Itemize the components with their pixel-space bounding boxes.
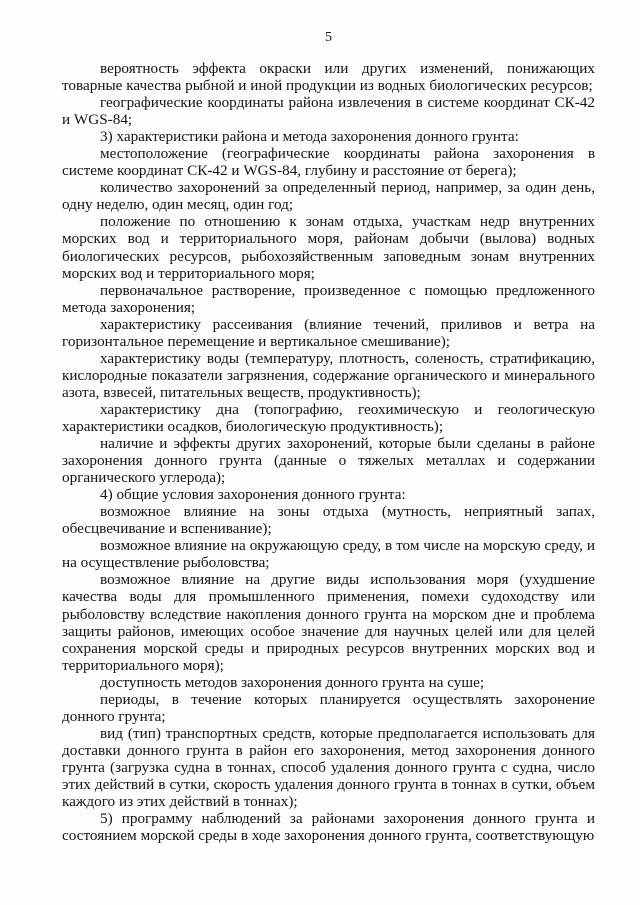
paragraph: положение по отношению к зонам отдыха, участкам недр внутренних морских вод и территориального моря, районам добычи (вылова) водных биологических ресурсов, рыбохозяйственным заповедным зонам внутренних морских вод и территориального моря; — [62, 213, 595, 282]
paragraph: возможное влияние на зоны отдыха (мутность, неприятный запах, обесцвечивание и вспенивание); — [62, 503, 595, 538]
paragraph: количество захоронений за определенный период, например, за один день, одну неделю, один месяц, один год; — [62, 179, 595, 214]
paragraph: вероятность эффекта окраски или других изменений, понижающих товарные качества рыбной и иной продукции из водных биологических ресурсов; — [62, 60, 595, 95]
document-body — [62, 60, 595, 844]
paragraph: 3) характеристики района и метода захоронения донного грунта: — [100, 128, 519, 146]
paragraph: характеристику рассеивания (влияние течений, приливов и ветра на горизонтальное перемещение и вертикальное смешивание); — [62, 315, 595, 350]
paragraph: 4) общие условия захоронения донного грунта: — [100, 486, 406, 504]
paragraph: 5) программу наблюдений за районами захоронения донного грунта и состоянием морской среды в ходе захоронения донного грунта, соответствующую — [62, 810, 595, 845]
paragraph: возможное влияние на окружающую среду, в том числе на морскую среду, и на осуществление рыболовства; — [62, 537, 595, 572]
paragraph: доступность методов захоронения донного грунта на суше; — [100, 673, 485, 691]
paragraph: географические координаты района извлечения в системе координат СК-42 и WGS-84; — [62, 94, 595, 129]
paragraph: местоположение (географические координаты района захоронения в системе координат СК-42 и WGS-84, глубину и расстояние от берега); — [62, 145, 595, 180]
paragraph: наличие и эффекты других захоронений, которые были сделаны в районе захоронения донного грунта (данные о тяжелых металлах и содержании органического углерода); — [62, 435, 595, 487]
paragraph: периоды, в течение которых планируется осуществлять захоронение донного грунта; — [62, 690, 595, 725]
document-page — [62, 30, 595, 844]
paragraph: характеристику дна (топографию, геохимическую и геологическую характеристики осадков, биологическую продуктивность); — [62, 400, 595, 435]
paragraph: характеристику воды (температуру, плотность, соленость, стратификацию, кислородные показатели загрязнения, содержание органического и минерального азота, взвесей, питательных веществ, продуктивность); — [62, 349, 595, 401]
page-number: 5 — [325, 30, 332, 45]
paragraph: вид (тип) транспортных средств, которые предполагается использовать для доставки донного грунта в район его захоронения, метод захоронения донного грунта (загрузка судна в тоннах, способ удаления донного грунта с судна, число этих действий в сутки, скорость удаления донного грунта в тоннах в сутки, объем каждого из этих действий в тоннах); — [62, 724, 595, 811]
paragraph: первоначальное растворение, произведенное с помощью предложенного метода захоронения; — [62, 281, 595, 316]
paragraph: возможное влияние на другие виды использования моря (ухудшение качества воды для промышленного применения, помехи судоходству или рыболовству вследствие накопления донного грунта на морском дне и проблема защиты районов, имеющих особое значение для научных целей или для целей сохранения морской среды и природных ресурсов внутренних морских вод и территориального моря); — [62, 571, 595, 674]
